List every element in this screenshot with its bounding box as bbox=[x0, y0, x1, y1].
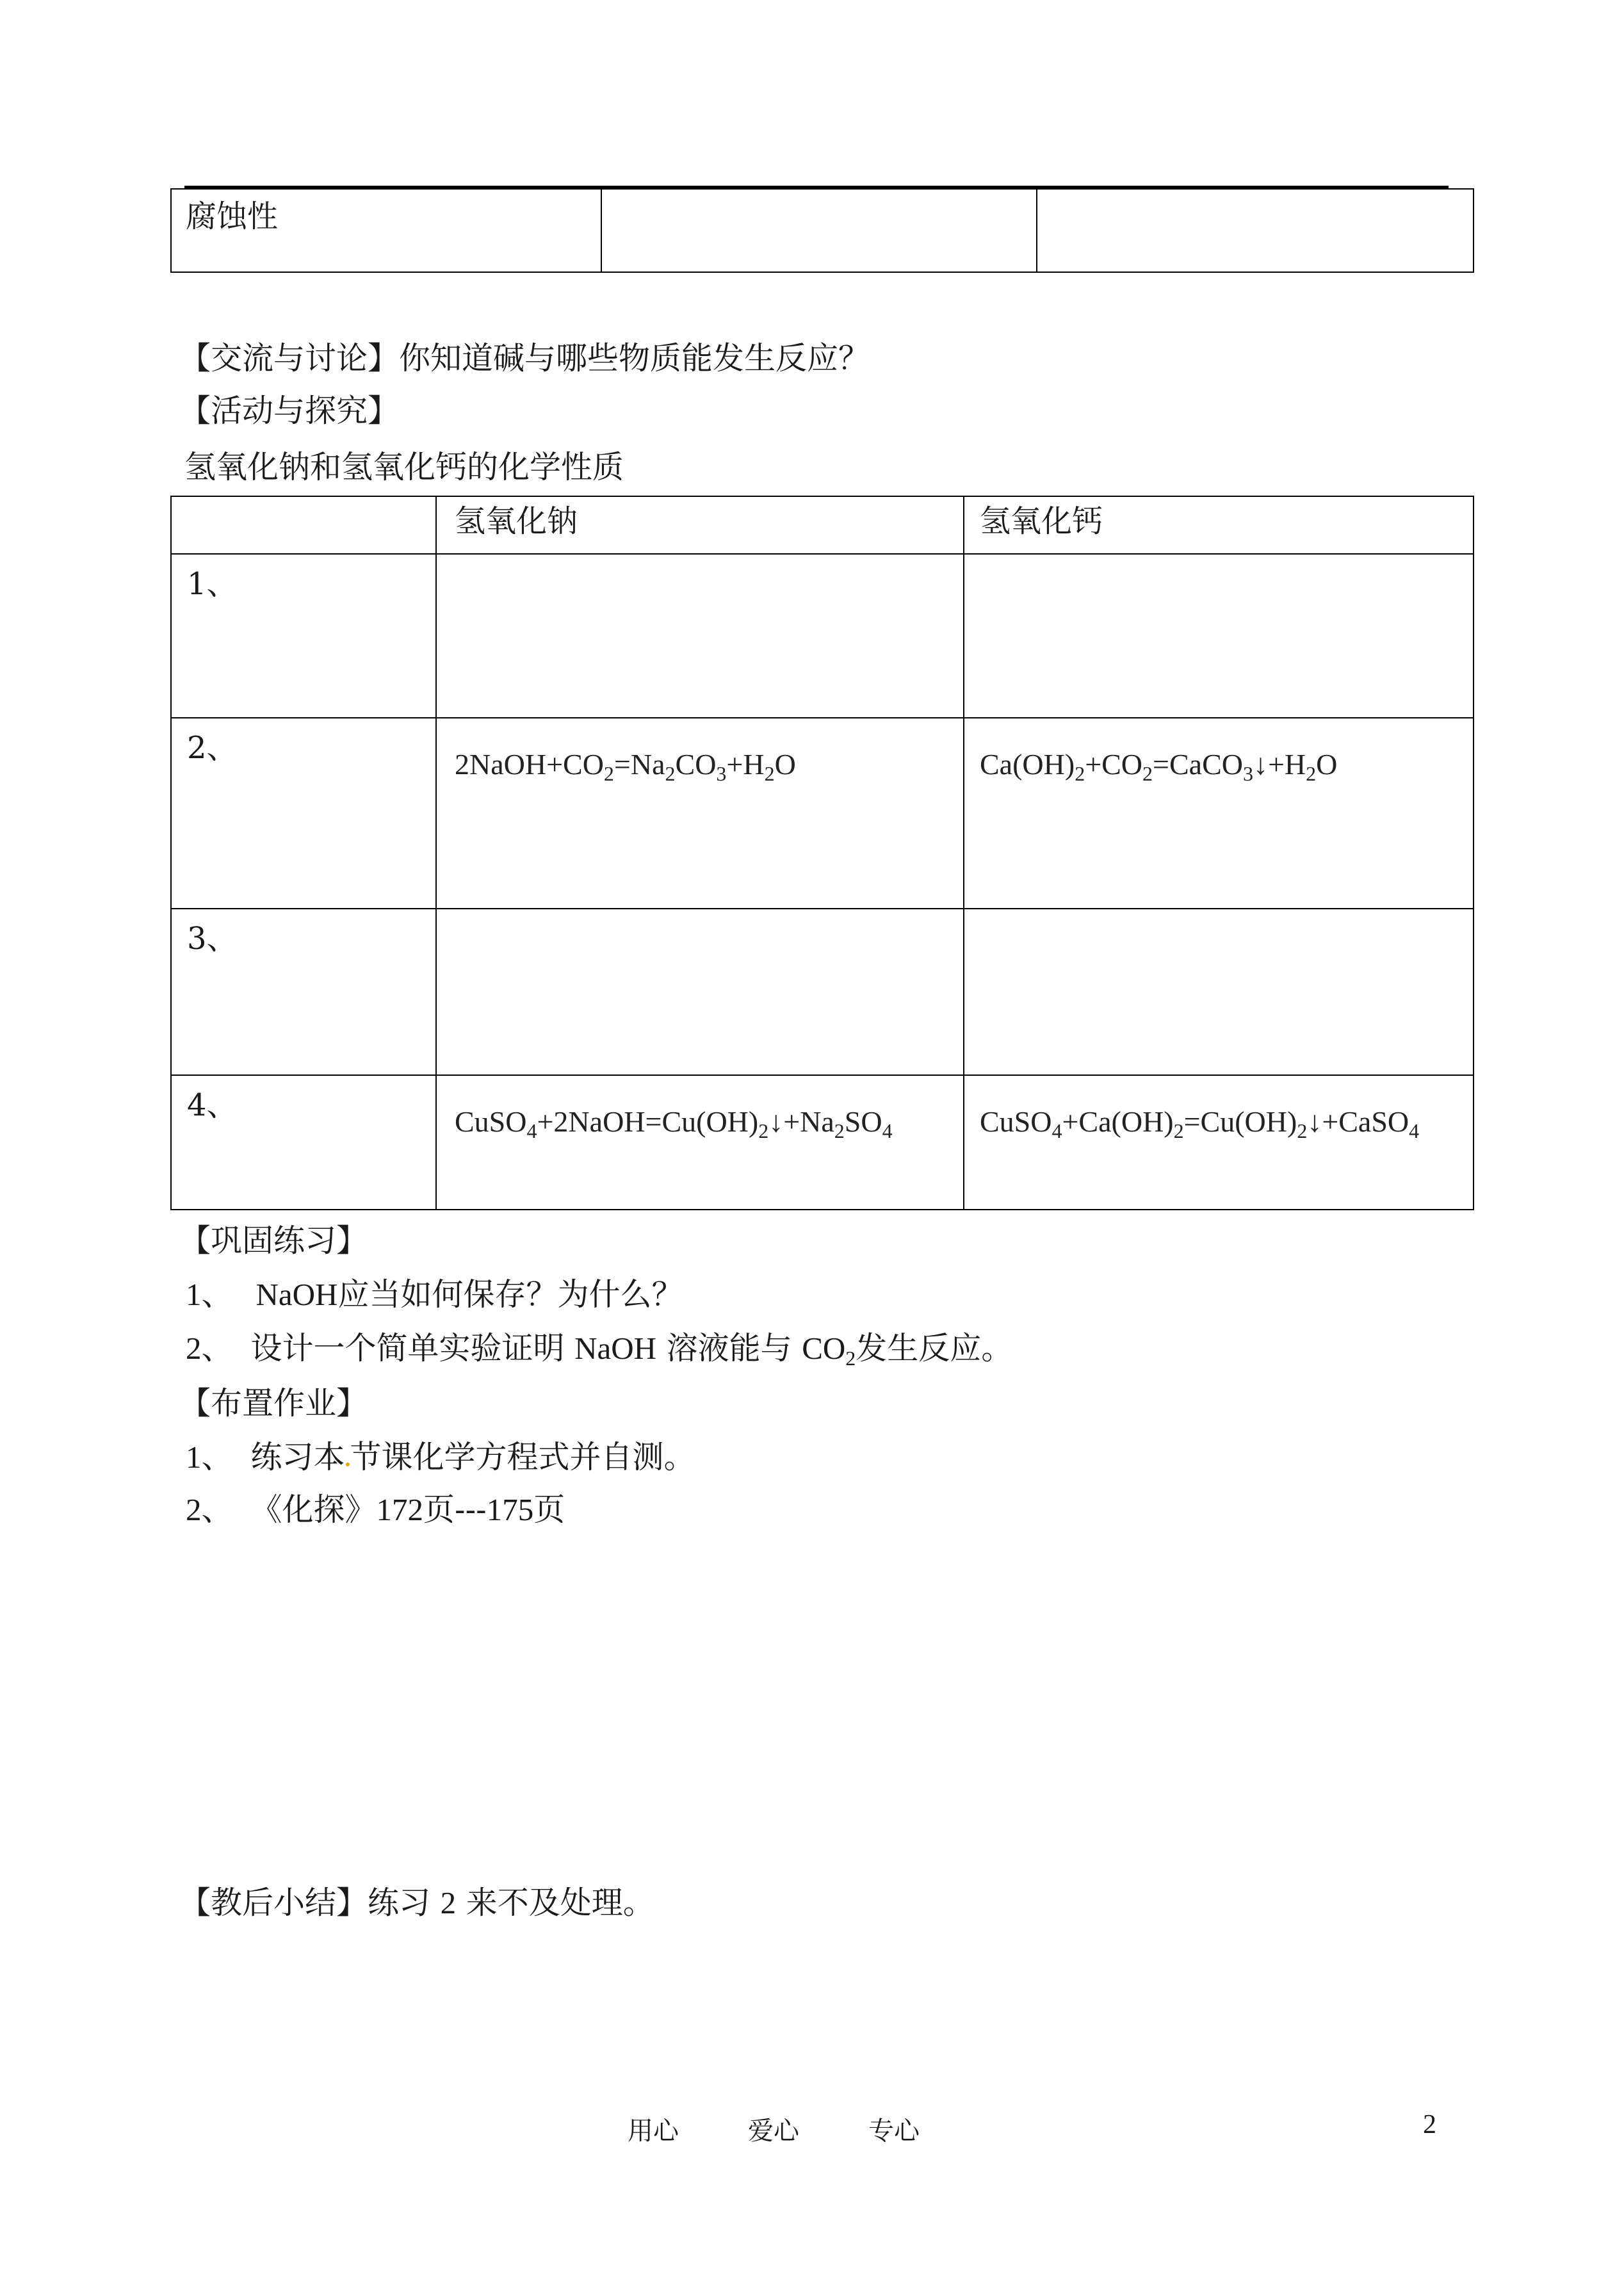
header-cell bbox=[171, 496, 436, 554]
formula-text: CuSO bbox=[980, 1105, 1052, 1138]
row-number: 1、 bbox=[187, 566, 238, 602]
naoh-cell bbox=[436, 909, 964, 1075]
table-row bbox=[171, 909, 1474, 1075]
corrosiveness-table bbox=[170, 188, 1474, 273]
page-start: 172 bbox=[376, 1492, 424, 1527]
row-number: 3、 bbox=[187, 921, 238, 957]
page-number: 2 bbox=[1423, 2110, 1436, 2139]
formula-subscript: 2 bbox=[834, 1119, 845, 1142]
header-cell bbox=[436, 496, 964, 554]
homework-item-1 bbox=[186, 1437, 695, 1478]
stray-mark bbox=[346, 1463, 350, 1466]
naoh-cell bbox=[436, 1075, 964, 1210]
discussion-question: 你知道碱与哪些物质能发生反应？ bbox=[399, 340, 870, 377]
table-header-row bbox=[171, 496, 1474, 554]
naoh-cell bbox=[436, 554, 964, 718]
header-cell bbox=[964, 496, 1474, 554]
question-text: 溶液能与 bbox=[666, 1330, 792, 1366]
list-number: 2、 bbox=[186, 1492, 233, 1527]
table-row bbox=[171, 1075, 1474, 1210]
formula-subscript: 4 bbox=[882, 1119, 893, 1142]
formula-subscript: 3 bbox=[716, 762, 727, 785]
header-text: 氢氧化钠 bbox=[455, 503, 578, 539]
homework-text: 页 bbox=[533, 1491, 565, 1528]
summary-text: 练习 bbox=[368, 1885, 431, 1921]
row-number-cell bbox=[171, 909, 436, 1075]
motto: 用心 bbox=[628, 2116, 679, 2146]
formula-text: CuSO bbox=[455, 1105, 527, 1138]
header-text: 氢氧化钙 bbox=[980, 503, 1103, 539]
formula-text: +2NaOH=Cu(OH) bbox=[537, 1105, 759, 1138]
list-number: 1、 bbox=[186, 1277, 233, 1312]
formula-text: O bbox=[1316, 748, 1338, 781]
formula-subscript: 2 bbox=[764, 762, 775, 785]
caoh-equation bbox=[964, 718, 1473, 785]
formula-text: Ca(OH) bbox=[980, 748, 1075, 781]
footer-mottos bbox=[628, 2111, 989, 2147]
caoh-cell bbox=[964, 1075, 1474, 1210]
formula-text: +H bbox=[726, 748, 765, 781]
page-end: 175 bbox=[486, 1492, 534, 1527]
practice-heading: 【巩固练习】 bbox=[179, 1222, 368, 1259]
summary-text: 来不及处理。 bbox=[466, 1885, 654, 1921]
table-caption: 氢氧化钠和氢氧化钙的化学性质 bbox=[184, 449, 624, 485]
list-number: 1、 bbox=[186, 1439, 233, 1475]
caoh-equation bbox=[964, 1076, 1473, 1142]
activity-heading: 【活动与探究】 bbox=[179, 393, 400, 429]
formula-text: =Na bbox=[613, 748, 665, 781]
formula-subscript: 2 bbox=[603, 762, 614, 785]
formula-subscript: 4 bbox=[526, 1119, 537, 1142]
homework-heading: 【布置作业】 bbox=[179, 1385, 368, 1422]
row-number-cell bbox=[171, 554, 436, 718]
formula-text: ↓+Na bbox=[768, 1105, 834, 1138]
formula-subscript: 2 bbox=[665, 762, 676, 785]
table-cell bbox=[1037, 189, 1474, 272]
row-number: 4、 bbox=[187, 1087, 238, 1123]
cell-text bbox=[602, 190, 1036, 204]
naoh-equation bbox=[437, 555, 963, 583]
formula-text: ↓+CaSO bbox=[1307, 1105, 1409, 1138]
homework-text: 页--- bbox=[423, 1491, 487, 1528]
cell-text bbox=[1037, 190, 1473, 204]
homework-text: 节课化学方程式并自测。 bbox=[350, 1439, 695, 1475]
summary-line bbox=[179, 1883, 654, 1924]
motto: 专心 bbox=[868, 2116, 920, 2146]
naoh-equation bbox=[437, 718, 963, 785]
formula-co2 bbox=[802, 1331, 856, 1370]
header-text bbox=[172, 497, 435, 503]
caoh-cell bbox=[964, 909, 1474, 1075]
formula-text: +Ca(OH) bbox=[1062, 1105, 1174, 1138]
formula-text: SO bbox=[844, 1105, 882, 1138]
exercise-number: 2 bbox=[440, 1885, 457, 1920]
formula-text: CO bbox=[675, 748, 717, 781]
formula-subscript: 4 bbox=[1409, 1119, 1420, 1142]
cell-text: 腐蚀性 bbox=[186, 199, 279, 234]
naoh-equation bbox=[437, 909, 963, 937]
formula-text: +CO bbox=[1085, 748, 1143, 781]
discussion-line bbox=[179, 338, 870, 379]
formula-subscript: 2 bbox=[1075, 762, 1085, 785]
formula-subscript: 2 bbox=[1297, 1119, 1308, 1142]
formula-subscript: 2 bbox=[845, 1347, 856, 1370]
formula-naoh: NaOH bbox=[256, 1277, 338, 1312]
formula-text: =Cu(OH) bbox=[1183, 1105, 1297, 1138]
practice-question-1 bbox=[186, 1274, 683, 1315]
row-number: 2、 bbox=[187, 730, 238, 766]
question-text: 设计一个简单实验证明 bbox=[250, 1330, 565, 1366]
homework-text: 练习本 bbox=[250, 1439, 345, 1475]
formula-text: ↓+H bbox=[1253, 748, 1306, 781]
homework-item-2 bbox=[186, 1489, 565, 1530]
row-number-cell bbox=[171, 1075, 436, 1210]
properties-table bbox=[170, 496, 1474, 1210]
formula-subscript: 2 bbox=[758, 1119, 769, 1142]
practice-question-2 bbox=[186, 1328, 1012, 1369]
formula-text: 2NaOH+CO bbox=[455, 748, 604, 781]
section-heading: 【交流与讨论】 bbox=[179, 340, 400, 377]
formula-subscript: 3 bbox=[1242, 762, 1253, 785]
caoh-cell bbox=[964, 718, 1474, 909]
formula-naoh: NaOH bbox=[574, 1331, 657, 1366]
table-row bbox=[171, 718, 1474, 909]
list-number: 2、 bbox=[186, 1331, 233, 1366]
caoh-equation bbox=[964, 555, 1473, 583]
caoh-equation bbox=[964, 909, 1473, 937]
formula-base: CO bbox=[802, 1331, 846, 1366]
formula-text: =CaCO bbox=[1153, 748, 1243, 781]
table-row bbox=[171, 554, 1474, 718]
question-text: 应当如何保存？为什么？ bbox=[337, 1276, 683, 1313]
caoh-cell bbox=[964, 554, 1474, 718]
naoh-cell bbox=[436, 718, 964, 909]
table-row bbox=[171, 189, 1474, 272]
homework-text: 《化探》 bbox=[250, 1491, 377, 1528]
naoh-equation bbox=[437, 1076, 963, 1142]
formula-subscript: 2 bbox=[1306, 762, 1317, 785]
row-number-cell bbox=[171, 718, 436, 909]
formula-subscript: 2 bbox=[1173, 1119, 1184, 1142]
question-text: 发生反应。 bbox=[856, 1330, 1013, 1366]
section-heading: 【教后小结】 bbox=[179, 1885, 368, 1921]
table-cell bbox=[171, 189, 601, 272]
table-cell bbox=[601, 189, 1037, 272]
formula-subscript: 2 bbox=[1142, 762, 1153, 785]
formula-subscript: 4 bbox=[1052, 1119, 1062, 1142]
motto: 爱心 bbox=[748, 2116, 799, 2146]
formula-text: O bbox=[774, 748, 796, 781]
